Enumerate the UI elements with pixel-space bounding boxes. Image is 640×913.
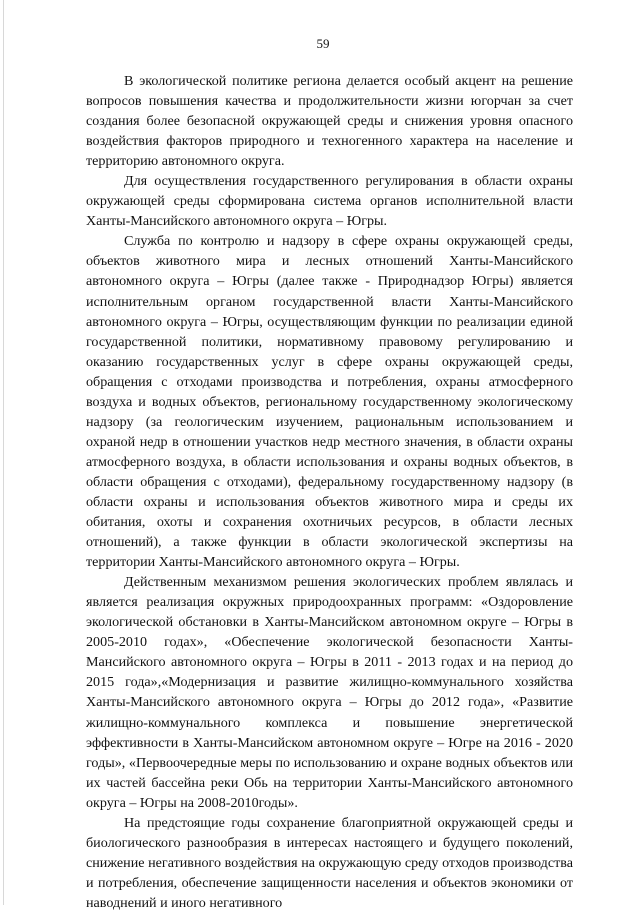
page-number: 59 bbox=[316, 36, 330, 51]
paragraph-state-regulation: Для осуществления государственного регулирования в области охраны окружающей среды сформирована система органов исполнительной власти Ханты-Мансийского автономного округа – Югры. bbox=[86, 173, 573, 230]
paragraph-prirodnadzor-service: Служба по контролю и надзору в сфере охраны окружающей среды, объектов животного мира и лесных отношений Ханты-Мансийского автономного округа – Югры (далее также - Природнадзор Югры) является исполнительным органом государственной власти Ханты-Мансийского автономного округа – Югры, осуществляющим функции по реализации единой государственной политики, нормативному правовому регулированию и оказанию государственных услуг в сфере охраны окружающей среды, обращения с отходами производства и потребления, охраны атмосферного воздуха и водных объектов, региональному государственному экологическому надзору (за геологическим изучением, рациональным использованием и охраной недр в отношении участков недр местного значения, в области охраны атмосферного воздуха, в области использования и охраны водных объектов, в области обращения с отходами), федеральному государственному надзору (в области охраны и использования объектов животного мира и среды их обитания, охоты и сохранения охотничьих ресурсов, в области лесных отношений), а также функции в области экологической экспертизы на территории Ханты-Мансийского автономного округа – Югры. bbox=[86, 233, 573, 571]
paragraph-future-goals: На предстоящие годы сохранение благоприятной окружающей среды и биологического разнообразия в интересах настоящего и будущего поколений, снижение негативного воздействия на окружающую среду отходов производства и потребления, обеспечение защищенности населения и объектов экономики от наводнений и иного негативного bbox=[86, 814, 573, 911]
page-edge-line bbox=[3, 0, 4, 905]
paragraph-ecological-policy: В экологической политике региона делается особый акцент на решение вопросов повышения качества и продолжительности жизни югорчан за счет создания более безопасной окружающей среды и снижения уровня опасного воздействия факторов природного и техногенного характера на население и территорию автономного округа. bbox=[86, 73, 573, 170]
document-body bbox=[86, 71, 573, 913]
paragraph-environmental-programs: Действенным механизмом решения экологических проблем являлась и является реализация окружных природоохранных программ: «Оздоровление экологической обстановки в Ханты-Мансийском автономном округе – Югры в 2005-2010 годах», «Обеспечение экологической безопасности Ханты-Мансийского автономного округа – Югры в 2011 - 2013 годах и на период до 2015 года»,«Модернизация и развитие жилищно-коммунального хозяйства Ханты-Мансийского автономного округа – Югры до 2012 года», «Развитие жилищно-коммунального комплекса и повышение энергетической эффективности в Ханты-Мансийском автономном округе – Югре на 2016 - 2020 годы», «Первоочередные меры по использованию и охране водных объектов или их частей бассейна реки Обь на территории Ханты-Мансийского автономного округа – Югры на 2008-2010годы». bbox=[86, 574, 573, 811]
